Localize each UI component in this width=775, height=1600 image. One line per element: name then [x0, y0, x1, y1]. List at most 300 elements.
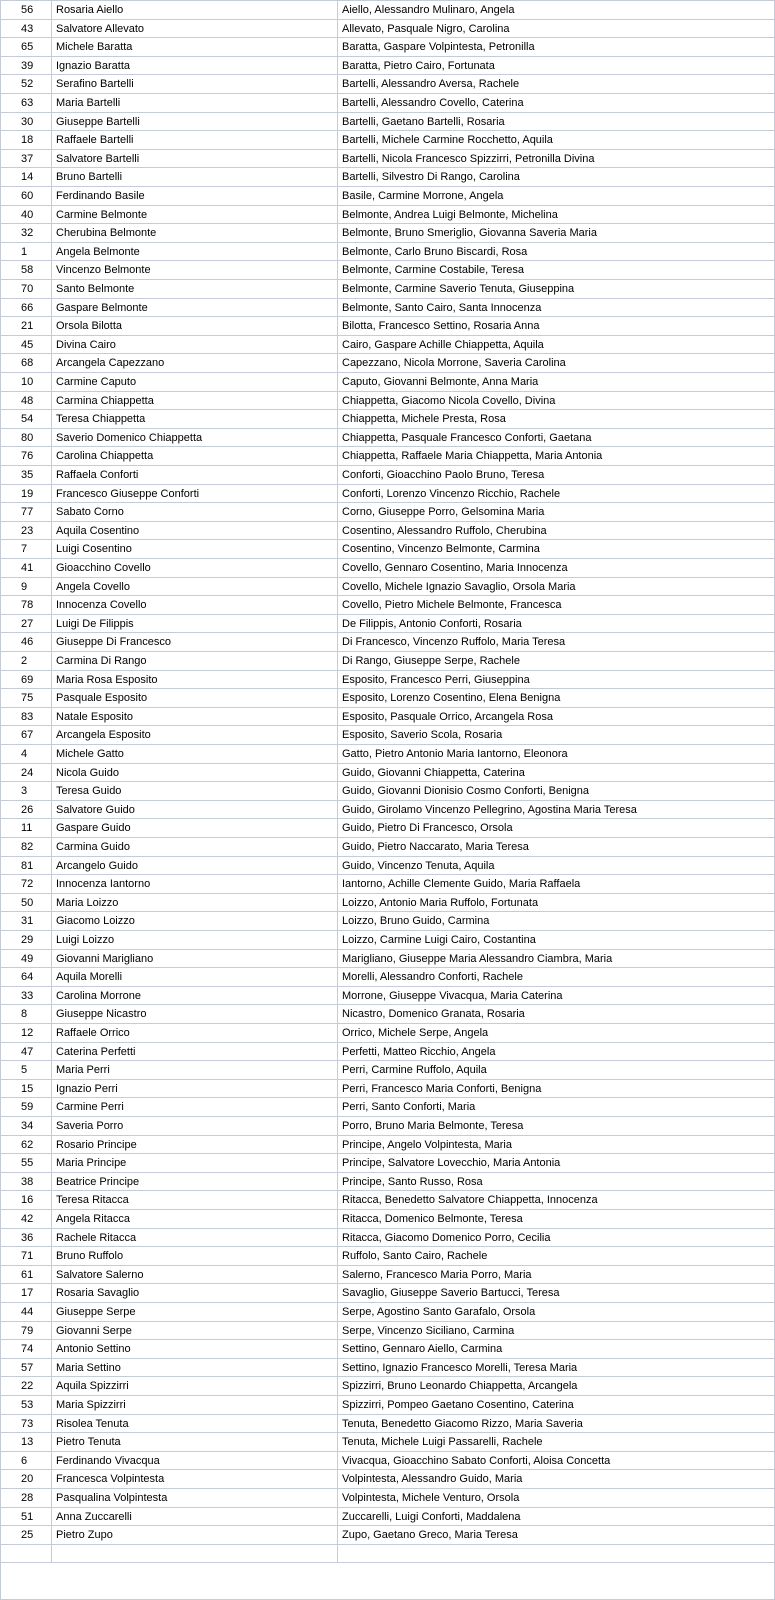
person-name-cell[interactable]: Ignazio Baratta: [52, 57, 338, 75]
record-number-cell[interactable]: 16: [1, 1191, 52, 1209]
parents-cell[interactable]: Bartelli, Gaetano Bartelli, Rosaria: [342, 115, 505, 128]
person-name-cell[interactable]: Aquila Morelli: [52, 968, 338, 986]
table-row: [1, 485, 775, 504]
person-name-cell[interactable]: Aquila Spizzirri: [52, 1377, 338, 1395]
person-name-cell[interactable]: Luigi Cosentino: [52, 540, 338, 558]
record-number-cell[interactable]: 25: [1, 1526, 52, 1544]
record-number-cell[interactable]: 31: [1, 912, 52, 930]
person-name-cell[interactable]: Luigi De Filippis: [52, 615, 338, 633]
person-name-cell[interactable]: Raffaele Bartelli: [52, 131, 338, 149]
record-number-cell[interactable]: 12: [1, 1024, 52, 1042]
person-name-cell[interactable]: Carmina Di Rango: [52, 652, 338, 670]
table-row: [1, 1005, 775, 1024]
person-name-cell[interactable]: Nicola Guido: [52, 764, 338, 782]
person-name-cell[interactable]: Giuseppe Bartelli: [52, 113, 338, 131]
table-row: [1, 912, 775, 931]
parents-cell[interactable]: Guido, Pietro Di Francesco, Orsola: [342, 822, 513, 835]
record-number-cell[interactable]: 53: [1, 1396, 52, 1414]
person-name-cell[interactable]: Maria Spizzirri: [52, 1396, 338, 1414]
table-row: [1, 466, 775, 485]
record-number-cell[interactable]: 46: [1, 633, 52, 651]
record-number-cell[interactable]: 47: [1, 1043, 52, 1061]
parents-cell[interactable]: Principe, Santo Russo, Rosa: [342, 1175, 483, 1188]
record-number-cell[interactable]: 64: [1, 968, 52, 986]
record-number-cell[interactable]: [1, 1545, 52, 1563]
parents-cell[interactable]: Bartelli, Nicola Francesco Spizzirri, Petronilla Divina: [342, 152, 595, 165]
person-name-cell[interactable]: Francesco Giuseppe Conforti: [52, 485, 338, 503]
table-row: [1, 299, 775, 318]
parents-cell[interactable]: Perfetti, Matteo Ricchio, Angela: [342, 1045, 496, 1058]
record-number-cell[interactable]: 26: [1, 801, 52, 819]
person-name-cell[interactable]: Rosaria Aiello: [52, 1, 338, 19]
record-number-cell[interactable]: 33: [1, 987, 52, 1005]
record-number-cell[interactable]: 29: [1, 931, 52, 949]
parents-cell[interactable]: Esposito, Francesco Perri, Giuseppina: [342, 673, 530, 686]
parents-cell[interactable]: Di Rango, Giuseppe Serpe, Rachele: [342, 655, 520, 667]
parents-cell[interactable]: Chiappetta, Raffaele Maria Chiappetta, Maria Antonia: [342, 450, 603, 463]
record-number-cell[interactable]: 42: [1, 1210, 52, 1228]
parents-cell[interactable]: Esposito, Saverio Scola, Rosaria: [342, 729, 503, 742]
person-name-cell[interactable]: Angela Belmonte: [52, 243, 338, 261]
parents-cell[interactable]: Capezzano, Nicola Morrone, Saveria Carolina: [342, 357, 566, 370]
table-row: [1, 1526, 775, 1545]
person-name-cell[interactable]: Bruno Bartelli: [52, 168, 338, 186]
parents-cell[interactable]: Allevato, Pasquale Nigro, Carolina: [342, 22, 510, 35]
person-name-cell[interactable]: Pasquale Esposito: [52, 689, 338, 707]
person-name-cell[interactable]: Anna Zuccarelli: [52, 1508, 338, 1526]
record-number-cell[interactable]: 27: [1, 615, 52, 633]
parents-cell[interactable]: Guido, Pietro Naccarato, Maria Teresa: [342, 841, 529, 853]
record-number-cell[interactable]: 59: [1, 1098, 52, 1116]
person-name-cell[interactable]: Bruno Ruffolo: [52, 1247, 338, 1265]
record-number-cell[interactable]: 63: [1, 94, 52, 112]
parents-cell[interactable]: Tenuta, Michele Luigi Passarelli, Rachele: [342, 1436, 543, 1449]
parents-cell[interactable]: Covello, Michele Ignazio Savaglio, Orsola Maria: [342, 580, 576, 593]
person-name-cell[interactable]: Ferdinando Vivacqua: [52, 1452, 338, 1470]
parents-cell[interactable]: Volpintesta, Michele Venturo, Orsola: [342, 1492, 520, 1504]
person-name-cell[interactable]: Raffaele Orrico: [52, 1024, 338, 1042]
parents-cell[interactable]: Di Francesco, Vincenzo Ruffolo, Maria Teresa: [342, 636, 566, 649]
record-number-cell[interactable]: 52: [1, 75, 52, 93]
table-row: [1, 596, 775, 615]
person-name-cell[interactable]: Francesca Volpintesta: [52, 1470, 338, 1488]
parents-cell[interactable]: Morelli, Alessandro Conforti, Rachele: [342, 971, 523, 984]
record-number-cell[interactable]: 70: [1, 280, 52, 298]
parents-cell[interactable]: Belmonte, Carlo Bruno Biscardi, Rosa: [342, 245, 528, 258]
record-number-cell[interactable]: 22: [1, 1377, 52, 1395]
record-number-cell[interactable]: 1: [1, 243, 52, 261]
parents-cell[interactable]: Corno, Giuseppe Porro, Gelsomina Maria: [342, 506, 545, 519]
parents-cell[interactable]: Esposito, Lorenzo Cosentino, Elena Benigna: [342, 692, 561, 705]
record-number-cell[interactable]: 23: [1, 522, 52, 540]
parents-cell[interactable]: Ritacca, Domenico Belmonte, Teresa: [342, 1213, 523, 1225]
record-number-cell[interactable]: 15: [1, 1080, 52, 1098]
table-row: [1, 1191, 775, 1210]
table-row: [1, 503, 775, 522]
parents-cell[interactable]: Gatto, Pietro Antonio Maria Iantorno, Eleonora: [342, 748, 568, 760]
record-number-cell[interactable]: 65: [1, 38, 52, 56]
person-name-cell[interactable]: Teresa Chiappetta: [52, 410, 338, 428]
parents-cell[interactable]: Orrico, Michele Serpe, Angela: [342, 1027, 489, 1039]
record-number-cell[interactable]: 78: [1, 596, 52, 614]
table-row: [1, 1080, 775, 1099]
record-number-cell[interactable]: 79: [1, 1322, 52, 1340]
record-number-cell[interactable]: 2: [1, 652, 52, 670]
table-row: [1, 782, 775, 801]
table-row: [1, 522, 775, 541]
person-name-cell[interactable]: Beatrice Principe: [52, 1173, 338, 1191]
person-name-cell[interactable]: Michele Gatto: [52, 745, 338, 763]
record-number-cell[interactable]: 24: [1, 764, 52, 782]
parents-cell[interactable]: Ruffolo, Santo Cairo, Rachele: [342, 1250, 488, 1263]
person-name-cell[interactable]: Salvatore Bartelli: [52, 150, 338, 168]
person-name-cell[interactable]: Cherubina Belmonte: [52, 224, 338, 242]
parents-cell[interactable]: Guido, Giovanni Chiappetta, Caterina: [342, 766, 525, 779]
person-name-cell[interactable]: Carmine Caputo: [52, 373, 338, 391]
parents-cell[interactable]: Chiappetta, Pasquale Francesco Conforti, Gaetana: [342, 431, 592, 444]
record-number-cell[interactable]: 68: [1, 354, 52, 372]
person-name-cell[interactable]: Arcangela Capezzano: [52, 354, 338, 372]
parents-cell[interactable]: Baratta, Gaspare Volpintesta, Petronilla: [342, 41, 535, 54]
table-row: [1, 224, 775, 243]
record-number-cell[interactable]: 76: [1, 447, 52, 465]
parents-cell[interactable]: Covello, Pietro Michele Belmonte, Francesca: [342, 599, 562, 612]
person-name-cell[interactable]: Maria Rosa Esposito: [52, 671, 338, 689]
parents-cell[interactable]: Principe, Angelo Volpintesta, Maria: [342, 1138, 512, 1151]
parents-cell[interactable]: Volpintesta, Alessandro Guido, Maria: [342, 1473, 523, 1486]
record-number-cell[interactable]: 48: [1, 392, 52, 410]
person-name-cell[interactable]: Caterina Perfetti: [52, 1043, 338, 1061]
table-row: [1, 131, 775, 150]
table-row: [1, 1024, 775, 1043]
record-number-cell[interactable]: 43: [1, 20, 52, 38]
person-name-cell[interactable]: Serafino Bartelli: [52, 75, 338, 93]
parents-cell[interactable]: Conforti, Gioacchino Paolo Bruno, Teresa: [342, 469, 545, 481]
person-name-cell[interactable]: Pietro Zupo: [52, 1526, 338, 1544]
record-number-cell[interactable]: 30: [1, 113, 52, 131]
record-number-cell[interactable]: 74: [1, 1340, 52, 1358]
parents-cell[interactable]: Bartelli, Alessandro Aversa, Rachele: [342, 78, 520, 91]
record-number-cell[interactable]: 51: [1, 1508, 52, 1526]
record-number-cell[interactable]: 7: [1, 540, 52, 558]
parents-cell[interactable]: Conforti, Lorenzo Vincenzo Ricchio, Rachele: [342, 487, 561, 500]
person-name-cell[interactable]: Giacomo Loizzo: [52, 912, 338, 930]
parents-cell[interactable]: Basile, Carmine Morrone, Angela: [342, 190, 504, 202]
person-name-cell[interactable]: Rosaria Savaglio: [52, 1284, 338, 1302]
record-number-cell[interactable]: 58: [1, 261, 52, 279]
table-row: [1, 875, 775, 894]
parents-cell[interactable]: Guido, Giovanni Dionisio Cosmo Conforti, Benigna: [342, 785, 590, 798]
person-name-cell[interactable]: Giovanni Marigliano: [52, 950, 338, 968]
person-name-cell[interactable]: Gaspare Guido: [52, 819, 338, 837]
record-number-cell[interactable]: 14: [1, 168, 52, 186]
table-row: [1, 187, 775, 206]
person-name-cell[interactable]: Angela Covello: [52, 578, 338, 596]
table-row: [1, 57, 775, 76]
parents-cell[interactable]: Perri, Carmine Ruffolo, Aquila: [342, 1064, 487, 1077]
parents-cell[interactable]: Guido, Vincenzo Tenuta, Aquila: [342, 859, 495, 872]
record-number-cell[interactable]: 45: [1, 336, 52, 354]
record-number-cell[interactable]: 28: [1, 1489, 52, 1507]
table-row: [1, 336, 775, 355]
parents-cell[interactable]: Bartelli, Silvestro Di Rango, Carolina: [342, 171, 520, 184]
table-row: [1, 1, 775, 20]
person-name-cell[interactable]: Giuseppe Nicastro: [52, 1005, 338, 1023]
record-number-cell[interactable]: 49: [1, 950, 52, 968]
table-row: [1, 689, 775, 708]
parents-cell[interactable]: Ritacca, Giacomo Domenico Porro, Cecilia: [342, 1231, 551, 1244]
record-number-cell[interactable]: 8: [1, 1005, 52, 1023]
record-number-cell[interactable]: 62: [1, 1136, 52, 1154]
table-row: [1, 726, 775, 745]
record-number-cell[interactable]: 34: [1, 1117, 52, 1135]
parents-cell[interactable]: Esposito, Pasquale Orrico, Arcangela Rosa: [342, 710, 553, 723]
parents-cell[interactable]: Spizzirri, Pompeo Gaetano Cosentino, Caterina: [342, 1399, 574, 1411]
table-row: [1, 1508, 775, 1527]
person-name-cell[interactable]: Teresa Guido: [52, 782, 338, 800]
parents-cell[interactable]: Belmonte, Carmine Costabile, Teresa: [342, 264, 524, 277]
table-row: [1, 1545, 775, 1564]
table-row: [1, 38, 775, 57]
parents-cell[interactable]: Morrone, Giuseppe Vivacqua, Maria Caterina: [342, 989, 563, 1002]
person-name-cell[interactable]: Saveria Porro: [52, 1117, 338, 1135]
person-name-cell[interactable]: Giovanni Serpe: [52, 1322, 338, 1340]
parents-cell[interactable]: Cosentino, Vincenzo Belmonte, Carmina: [342, 543, 540, 556]
parents-cell[interactable]: Guido, Girolamo Vincenzo Pellegrino, Agostina Maria Teresa: [342, 803, 637, 816]
record-number-cell[interactable]: 40: [1, 206, 52, 224]
table-row: [1, 20, 775, 39]
table-row: [1, 1229, 775, 1248]
parents-cell[interactable]: Iantorno, Achille Clemente Guido, Maria Raffaela: [342, 878, 581, 891]
person-name-cell[interactable]: Orsola Bilotta: [52, 317, 338, 335]
parents-cell[interactable]: Tenuta, Benedetto Giacomo Rizzo, Maria Saveria: [342, 1417, 583, 1430]
parents-cell[interactable]: Bilotta, Francesco Settino, Rosaria Anna: [342, 320, 540, 333]
record-number-cell[interactable]: 41: [1, 559, 52, 577]
person-name-cell[interactable]: Maria Settino: [52, 1359, 338, 1377]
parents-cell[interactable]: Baratta, Pietro Cairo, Fortunata: [342, 59, 495, 72]
record-number-cell[interactable]: 82: [1, 838, 52, 856]
record-number-cell[interactable]: 44: [1, 1303, 52, 1321]
record-number-cell[interactable]: 5: [1, 1061, 52, 1079]
table-row: [1, 1470, 775, 1489]
parents-cell[interactable]: Loizzo, Carmine Luigi Cairo, Costantina: [342, 934, 536, 946]
record-number-cell[interactable]: 10: [1, 373, 52, 391]
table-row: [1, 1098, 775, 1117]
record-number-cell[interactable]: 19: [1, 485, 52, 503]
parents-cell[interactable]: Savaglio, Giuseppe Saverio Bartucci, Teresa: [342, 1287, 560, 1300]
parents-cell[interactable]: Serpe, Vincenzo Siciliano, Carmina: [342, 1324, 515, 1337]
record-number-cell[interactable]: 37: [1, 150, 52, 168]
record-number-cell[interactable]: 54: [1, 410, 52, 428]
table-row: [1, 1452, 775, 1471]
table-row: [1, 429, 775, 448]
person-name-cell[interactable]: Salvatore Salerno: [52, 1266, 338, 1284]
table-row: [1, 968, 775, 987]
table-row: [1, 280, 775, 299]
person-name-cell[interactable]: Natale Esposito: [52, 708, 338, 726]
parents-cell[interactable]: Vivacqua, Gioacchino Sabato Conforti, Aloisa Concetta: [342, 1454, 611, 1467]
table-row: [1, 1415, 775, 1434]
parents-cell[interactable]: Bartelli, Alessandro Covello, Caterina: [342, 97, 524, 109]
person-name-cell[interactable]: Carolina Chiappetta: [52, 447, 338, 465]
parents-cell[interactable]: Loizzo, Antonio Maria Ruffolo, Fortunata: [342, 896, 539, 909]
person-name-cell[interactable]: Salvatore Guido: [52, 801, 338, 819]
record-number-cell[interactable]: 77: [1, 503, 52, 521]
table-row: [1, 392, 775, 411]
person-name-cell[interactable]: Salvatore Allevato: [52, 20, 338, 38]
person-name-cell[interactable]: Carmine Belmonte: [52, 206, 338, 224]
record-number-cell[interactable]: 3: [1, 782, 52, 800]
person-name-cell[interactable]: Vincenzo Belmonte: [52, 261, 338, 279]
record-number-cell[interactable]: 80: [1, 429, 52, 447]
record-number-cell[interactable]: 81: [1, 857, 52, 875]
record-number-cell[interactable]: 61: [1, 1266, 52, 1284]
person-name-cell[interactable]: Gaspare Belmonte: [52, 299, 338, 317]
parents-cell[interactable]: Cairo, Gaspare Achille Chiappetta, Aquila: [342, 338, 544, 351]
record-number-cell[interactable]: 11: [1, 819, 52, 837]
record-number-cell[interactable]: 38: [1, 1173, 52, 1191]
person-name-cell[interactable]: [52, 1545, 338, 1563]
table-row: [1, 1210, 775, 1229]
parents-cell[interactable]: De Filippis, Antonio Conforti, Rosaria: [342, 617, 522, 630]
record-number-cell[interactable]: 9: [1, 578, 52, 596]
person-name-cell[interactable]: Innocenza Covello: [52, 596, 338, 614]
parents-cell[interactable]: Cosentino, Alessandro Ruffolo, Cherubina: [342, 524, 547, 537]
record-number-cell[interactable]: 75: [1, 689, 52, 707]
person-name-cell[interactable]: Carolina Morrone: [52, 987, 338, 1005]
record-number-cell[interactable]: 4: [1, 745, 52, 763]
table-row: [1, 1340, 775, 1359]
parents-cell[interactable]: Zuccarelli, Luigi Conforti, Maddalena: [342, 1510, 521, 1523]
table-row: [1, 1266, 775, 1285]
person-name-cell[interactable]: Luigi Loizzo: [52, 931, 338, 949]
person-name-cell[interactable]: Saverio Domenico Chiappetta: [52, 429, 338, 447]
table-row: [1, 1303, 775, 1322]
person-name-cell[interactable]: Arcangelo Guido: [52, 857, 338, 875]
parents-cell[interactable]: Chiappetta, Michele Presta, Rosa: [342, 413, 506, 426]
table-row: [1, 764, 775, 783]
record-number-cell[interactable]: 50: [1, 894, 52, 912]
record-number-cell[interactable]: 35: [1, 466, 52, 484]
parents-cell[interactable]: Settino, Ignazio Francesco Morelli, Teresa Maria: [342, 1361, 578, 1374]
person-name-cell[interactable]: Maria Perri: [52, 1061, 338, 1079]
record-number-cell[interactable]: 57: [1, 1359, 52, 1377]
person-name-cell[interactable]: Ferdinando Basile: [52, 187, 338, 205]
person-name-cell[interactable]: Pasqualina Volpintesta: [52, 1489, 338, 1507]
parents-cell[interactable]: Marigliano, Giuseppe Maria Alessandro Ciambra, Maria: [342, 952, 613, 965]
record-number-cell[interactable]: 20: [1, 1470, 52, 1488]
person-name-cell[interactable]: Ignazio Perri: [52, 1080, 338, 1098]
parents-cell[interactable]: Aiello, Alessandro Mulinaro, Angela: [342, 4, 515, 16]
parents-cell[interactable]: Caputo, Giovanni Belmonte, Anna Maria: [342, 376, 539, 388]
person-name-cell[interactable]: Sabato Corno: [52, 503, 338, 521]
person-name-cell[interactable]: Maria Loizzo: [52, 894, 338, 912]
person-name-cell[interactable]: Raffaela Conforti: [52, 466, 338, 484]
parents-cell[interactable]: Bartelli, Michele Carmine Rocchetto, Aquila: [342, 134, 553, 147]
parents-cell[interactable]: Ritacca, Benedetto Salvatore Chiappetta, Innocenza: [342, 1194, 598, 1207]
record-number-cell[interactable]: 56: [1, 1, 52, 19]
person-name-cell[interactable]: Rachele Ritacca: [52, 1229, 338, 1247]
record-number-cell[interactable]: 71: [1, 1247, 52, 1265]
person-name-cell[interactable]: Risolea Tenuta: [52, 1415, 338, 1433]
person-name-cell[interactable]: Gioacchino Covello: [52, 559, 338, 577]
record-number-cell[interactable]: 39: [1, 57, 52, 75]
parents-cell[interactable]: Nicastro, Domenico Granata, Rosaria: [342, 1008, 525, 1021]
person-name-cell[interactable]: Carmina Chiappetta: [52, 392, 338, 410]
person-name-cell[interactable]: Carmina Guido: [52, 838, 338, 856]
parents-cell[interactable]: Zupo, Gaetano Greco, Maria Teresa: [342, 1529, 518, 1542]
table-row: [1, 113, 775, 132]
table-row: [1, 75, 775, 94]
parents-cell[interactable]: Belmonte, Bruno Smeriglio, Giovanna Saveria Maria: [342, 227, 597, 240]
person-name-cell[interactable]: Teresa Ritacca: [52, 1191, 338, 1209]
record-number-cell[interactable]: 32: [1, 224, 52, 242]
person-name-cell[interactable]: Giuseppe Di Francesco: [52, 633, 338, 651]
record-number-cell[interactable]: 73: [1, 1415, 52, 1433]
parents-cell[interactable]: Principe, Salvatore Lovecchio, Maria Antonia: [342, 1157, 561, 1170]
record-number-cell[interactable]: 18: [1, 131, 52, 149]
table-row: [1, 559, 775, 578]
record-number-cell[interactable]: 13: [1, 1433, 52, 1451]
record-number-cell[interactable]: 83: [1, 708, 52, 726]
person-name-cell[interactable]: Angela Ritacca: [52, 1210, 338, 1228]
record-number-cell[interactable]: 36: [1, 1229, 52, 1247]
person-name-cell[interactable]: Maria Principe: [52, 1154, 338, 1172]
parents-cell[interactable]: Porro, Bruno Maria Belmonte, Teresa: [342, 1120, 524, 1132]
record-number-cell[interactable]: 55: [1, 1154, 52, 1172]
parents-cell[interactable]: [338, 1545, 775, 1563]
person-name-cell[interactable]: Giuseppe Serpe: [52, 1303, 338, 1321]
person-name-cell[interactable]: Divina Cairo: [52, 336, 338, 354]
person-name-cell[interactable]: Innocenza Iantorno: [52, 875, 338, 893]
person-name-cell[interactable]: Arcangela Esposito: [52, 726, 338, 744]
record-number-cell[interactable]: 6: [1, 1452, 52, 1470]
parents-cell[interactable]: Belmonte, Andrea Luigi Belmonte, Michelina: [342, 208, 558, 221]
person-name-cell[interactable]: Carmine Perri: [52, 1098, 338, 1116]
person-name-cell[interactable]: Pietro Tenuta: [52, 1433, 338, 1451]
record-number-cell[interactable]: 66: [1, 299, 52, 317]
record-number-cell[interactable]: 17: [1, 1284, 52, 1302]
record-number-cell[interactable]: 72: [1, 875, 52, 893]
parents-cell[interactable]: Belmonte, Carmine Saverio Tenuta, Giuseppina: [342, 283, 575, 295]
table-row: [1, 410, 775, 429]
record-number-cell[interactable]: 60: [1, 187, 52, 205]
table-row: [1, 1173, 775, 1192]
parents-cell[interactable]: Chiappetta, Giacomo Nicola Covello, Divina: [342, 394, 556, 407]
person-name-cell[interactable]: Maria Bartelli: [52, 94, 338, 112]
record-number-cell[interactable]: 67: [1, 726, 52, 744]
parents-cell[interactable]: Covello, Gennaro Cosentino, Maria Innocenza: [342, 562, 568, 574]
parents-cell[interactable]: Spizzirri, Bruno Leonardo Chiappetta, Arcangela: [342, 1380, 578, 1393]
person-name-cell[interactable]: Aquila Cosentino: [52, 522, 338, 540]
parents-cell[interactable]: Settino, Gennaro Aiello, Carmina: [342, 1343, 503, 1356]
record-number-cell[interactable]: 21: [1, 317, 52, 335]
record-number-cell[interactable]: 69: [1, 671, 52, 689]
person-name-cell[interactable]: Rosario Principe: [52, 1136, 338, 1154]
parents-cell[interactable]: Serpe, Agostino Santo Garafalo, Orsola: [342, 1306, 536, 1318]
table-row: [1, 540, 775, 559]
person-name-cell[interactable]: Michele Baratta: [52, 38, 338, 56]
parents-cell[interactable]: Perri, Santo Conforti, Maria: [342, 1101, 476, 1114]
table-row: [1, 354, 775, 373]
parents-cell[interactable]: Perri, Francesco Maria Conforti, Benigna: [342, 1082, 542, 1095]
person-name-cell[interactable]: Santo Belmonte: [52, 280, 338, 298]
parents-cell[interactable]: Loizzo, Bruno Guido, Carmina: [342, 915, 490, 928]
parents-cell[interactable]: Belmonte, Santo Cairo, Santa Innocenza: [342, 301, 542, 314]
person-name-cell[interactable]: Antonio Settino: [52, 1340, 338, 1358]
parents-cell[interactable]: Salerno, Francesco Maria Porro, Maria: [342, 1268, 532, 1281]
table-row: [1, 615, 775, 634]
